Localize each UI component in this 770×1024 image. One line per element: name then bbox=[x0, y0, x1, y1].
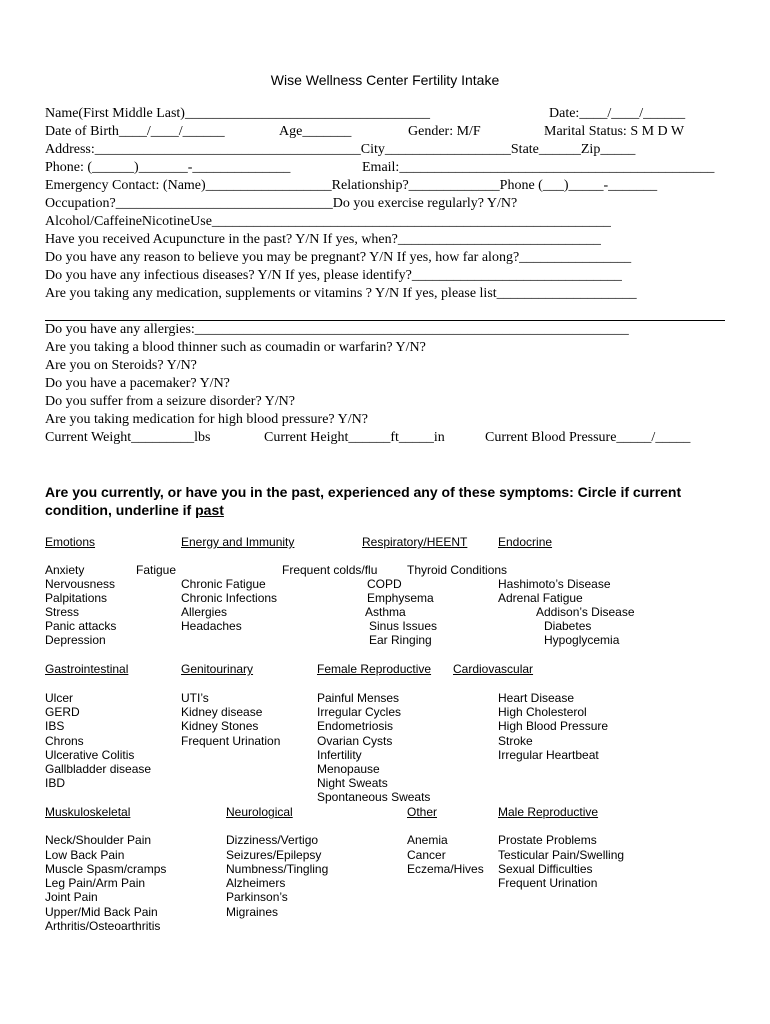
date-field[interactable]: Date:____/____/______ bbox=[549, 106, 686, 121]
symptom-item[interactable]: Alzheimers bbox=[226, 876, 286, 890]
symptom-item[interactable]: High Cholesterol bbox=[498, 705, 587, 719]
symptom-item[interactable]: Addison’s Disease bbox=[536, 605, 635, 619]
symptom-item[interactable]: Sinus Issues bbox=[369, 619, 438, 633]
symptom-item[interactable]: Emphysema bbox=[367, 591, 434, 605]
blood-thinner-question: Are you taking a blood thinner such as coumadin or warfarin? Y/N? bbox=[45, 340, 426, 355]
symptom-item[interactable]: Allergies bbox=[181, 605, 228, 619]
name-field[interactable]: Name(First Middle Last)___________________________________ bbox=[45, 106, 430, 121]
email-field[interactable]: Email:_____________________________________________ bbox=[362, 160, 715, 175]
symptom-item[interactable]: Upper/Mid Back Pain bbox=[45, 905, 158, 919]
category-female-reproductive: Female Reproductive bbox=[317, 662, 432, 676]
symptom-item[interactable]: Painful Menses bbox=[317, 691, 400, 705]
symptom-item[interactable]: Fatigue bbox=[136, 563, 177, 577]
category-emotions: Emotions bbox=[45, 535, 96, 549]
acupuncture-field[interactable]: Have you received Acupuncture in the past? Y/N If yes, when?_____________________________ bbox=[45, 232, 601, 247]
symptom-item[interactable]: Diabetes bbox=[544, 619, 592, 633]
category-other: Other bbox=[407, 805, 438, 819]
pacemaker-question: Do you have a pacemaker? Y/N? bbox=[45, 376, 230, 391]
category-neurological: Neurological bbox=[226, 805, 293, 819]
symptom-item[interactable]: COPD bbox=[367, 577, 402, 591]
symptom-item[interactable]: Dizziness/Vertigo bbox=[226, 833, 319, 847]
symptom-item[interactable]: Migraines bbox=[226, 905, 279, 919]
symptom-item[interactable]: Heart Disease bbox=[498, 691, 575, 705]
symptom-item[interactable]: Thyroid Conditions bbox=[407, 563, 508, 577]
marital-status-field[interactable]: Marital Status: S M D W bbox=[544, 124, 685, 139]
symptom-item[interactable]: Irregular Cycles bbox=[317, 705, 402, 719]
symptom-item[interactable]: Ulcerative Colitis bbox=[45, 748, 135, 762]
symptom-item[interactable]: Nervousness bbox=[45, 577, 116, 591]
phone-field[interactable]: Phone: (______)_______-______________ bbox=[45, 160, 291, 175]
symptom-item[interactable]: Kidney Stones bbox=[181, 719, 259, 733]
symptom-item[interactable]: Gallbladder disease bbox=[45, 762, 152, 776]
symptom-item[interactable]: Neck/Shoulder Pain bbox=[45, 833, 152, 847]
symptom-item[interactable]: Numbness/Tingling bbox=[226, 862, 329, 876]
infectious-field[interactable]: Do you have any infectious diseases? Y/N If yes, please identify?______________________________ bbox=[45, 268, 622, 283]
gender-field[interactable]: Gender: M/F bbox=[408, 124, 481, 139]
symptom-item[interactable]: Anemia bbox=[407, 833, 448, 847]
symptom-item[interactable]: IBS bbox=[45, 719, 65, 733]
occupation-field[interactable]: Occupation?_______________________________Do you exercise regularly? Y/N? bbox=[45, 196, 518, 211]
symptom-item[interactable]: Panic attacks bbox=[45, 619, 117, 633]
blood-pressure-field[interactable]: Current Blood Pressure_____/_____ bbox=[485, 430, 691, 445]
symptom-item[interactable]: GERD bbox=[45, 705, 80, 719]
symptom-item[interactable]: Ovarian Cysts bbox=[317, 734, 393, 748]
symptom-item[interactable]: Arthritis/Osteoarthritis bbox=[45, 919, 161, 933]
category-cardiovascular: Cardiovascular bbox=[453, 662, 534, 676]
symptom-item[interactable]: Parkinson’s bbox=[226, 890, 288, 904]
category-gastrointestinal: Gastrointestinal bbox=[45, 662, 129, 676]
symptom-item[interactable]: Chronic Infections bbox=[181, 591, 278, 605]
symptoms-heading-line2 bbox=[45, 502, 224, 518]
symptom-item[interactable]: Leg Pain/Arm Pain bbox=[45, 876, 146, 890]
symptom-item[interactable]: Kidney disease bbox=[181, 705, 263, 719]
symptom-item[interactable]: UTI’s bbox=[181, 691, 209, 705]
category-musculoskeletal: Muskuloskeletal bbox=[45, 805, 131, 819]
symptom-item[interactable]: Muscle Spasm/cramps bbox=[45, 862, 167, 876]
height-field[interactable]: Current Height______ft_____in bbox=[264, 430, 445, 445]
alcohol-field[interactable]: Alcohol/CaffeineNicotineUse_________________________________________________________ bbox=[45, 214, 611, 229]
symptom-item[interactable]: Endometriosis bbox=[317, 719, 394, 733]
symptom-item[interactable]: Eczema/Hives bbox=[407, 862, 484, 876]
category-genitourinary: Genitourinary bbox=[181, 662, 254, 676]
symptom-item[interactable]: Prostate Problems bbox=[498, 833, 597, 847]
symptom-item[interactable]: Chrons bbox=[45, 734, 84, 748]
symptom-item[interactable]: Frequent Urination bbox=[181, 734, 281, 748]
weight-field[interactable]: Current Weight_________lbs bbox=[45, 430, 211, 445]
symptom-item[interactable]: Seizures/Epilepsy bbox=[226, 848, 322, 862]
symptom-item[interactable]: Frequent Urination bbox=[498, 876, 598, 890]
symptoms-heading-line1: Are you currently, or have you in the past, experienced any of these symptoms: Circle if current bbox=[45, 484, 682, 500]
symptom-item[interactable]: Menopause bbox=[317, 762, 380, 776]
pregnant-field[interactable]: Do you have any reason to believe you may be pregnant? Y/N If yes, how far along?________________ bbox=[45, 250, 632, 265]
emergency-contact-field[interactable]: Emergency Contact: (Name)__________________Relationship?_____________Phone (___)_____-_______ bbox=[45, 178, 658, 193]
age-field[interactable]: Age_______ bbox=[279, 124, 352, 139]
symptom-item[interactable]: Irregular Heartbeat bbox=[498, 748, 599, 762]
symptom-item[interactable]: Testicular Pain/Swelling bbox=[498, 848, 625, 862]
symptom-item[interactable]: Ulcer bbox=[45, 691, 74, 705]
symptom-item[interactable]: Stress bbox=[45, 605, 80, 619]
symptom-item[interactable]: Anxiety bbox=[45, 563, 85, 577]
dob-field[interactable]: Date of Birth____/____/______ bbox=[45, 124, 225, 139]
form-title: Wise Wellness Center Fertility Intake bbox=[270, 72, 500, 88]
symptom-item[interactable]: Chronic Fatigue bbox=[181, 577, 266, 591]
symptom-item[interactable]: Hashimoto’s Disease bbox=[498, 577, 611, 591]
symptoms-heading-text: condition, underline if bbox=[45, 502, 196, 518]
symptom-item[interactable]: Joint Pain bbox=[45, 890, 98, 904]
medication-field[interactable]: Are you taking any medication, supplements or vitamins ? Y/N If yes, please list____________________ bbox=[45, 286, 637, 301]
allergies-field[interactable]: Do you have any allergies:______________________________________________________________ bbox=[45, 322, 629, 337]
bp-medication-question: Are you taking medication for high blood pressure? Y/N? bbox=[45, 412, 368, 427]
symptom-item[interactable]: Hypoglycemia bbox=[544, 633, 620, 647]
symptom-item[interactable]: Stroke bbox=[498, 734, 533, 748]
steroids-question: Are you on Steroids? Y/N? bbox=[45, 358, 197, 373]
symptom-item[interactable]: Sexual Difficulties bbox=[498, 862, 593, 876]
category-energy: Energy and Immunity bbox=[181, 535, 295, 549]
symptom-item[interactable]: Frequent colds/flu bbox=[282, 563, 378, 577]
symptom-item[interactable]: Depression bbox=[45, 633, 106, 647]
seizure-question: Do you suffer from a seizure disorder? Y/N? bbox=[45, 394, 295, 409]
symptom-item[interactable]: Night Sweats bbox=[317, 776, 388, 790]
symptom-item[interactable]: Asthma bbox=[365, 605, 406, 619]
symptom-item[interactable]: Spontaneous Sweats bbox=[317, 790, 431, 804]
category-male-reproductive: Male Reproductive bbox=[498, 805, 599, 819]
address-field[interactable]: Address:______________________________________City__________________State______Zip_____ bbox=[45, 142, 636, 157]
symptom-item[interactable]: High Blood Pressure bbox=[498, 719, 609, 733]
symptom-item[interactable]: Cancer bbox=[407, 848, 446, 862]
symptom-item[interactable]: Low Back Pain bbox=[45, 848, 125, 862]
symptom-item[interactable]: Infertility bbox=[317, 748, 362, 762]
category-respiratory: Respiratory/HEENT bbox=[362, 535, 468, 549]
symptoms-heading-past: past bbox=[195, 502, 224, 518]
symptom-item[interactable]: Headaches bbox=[181, 619, 242, 633]
symptom-item[interactable]: Palpitations bbox=[45, 591, 108, 605]
symptom-item[interactable]: Ear Ringing bbox=[369, 633, 432, 647]
medication-extra-line[interactable] bbox=[45, 320, 725, 321]
category-endocrine: Endocrine bbox=[498, 535, 553, 549]
symptom-item[interactable]: IBD bbox=[45, 776, 66, 790]
symptom-item[interactable]: Adrenal Fatigue bbox=[498, 591, 583, 605]
